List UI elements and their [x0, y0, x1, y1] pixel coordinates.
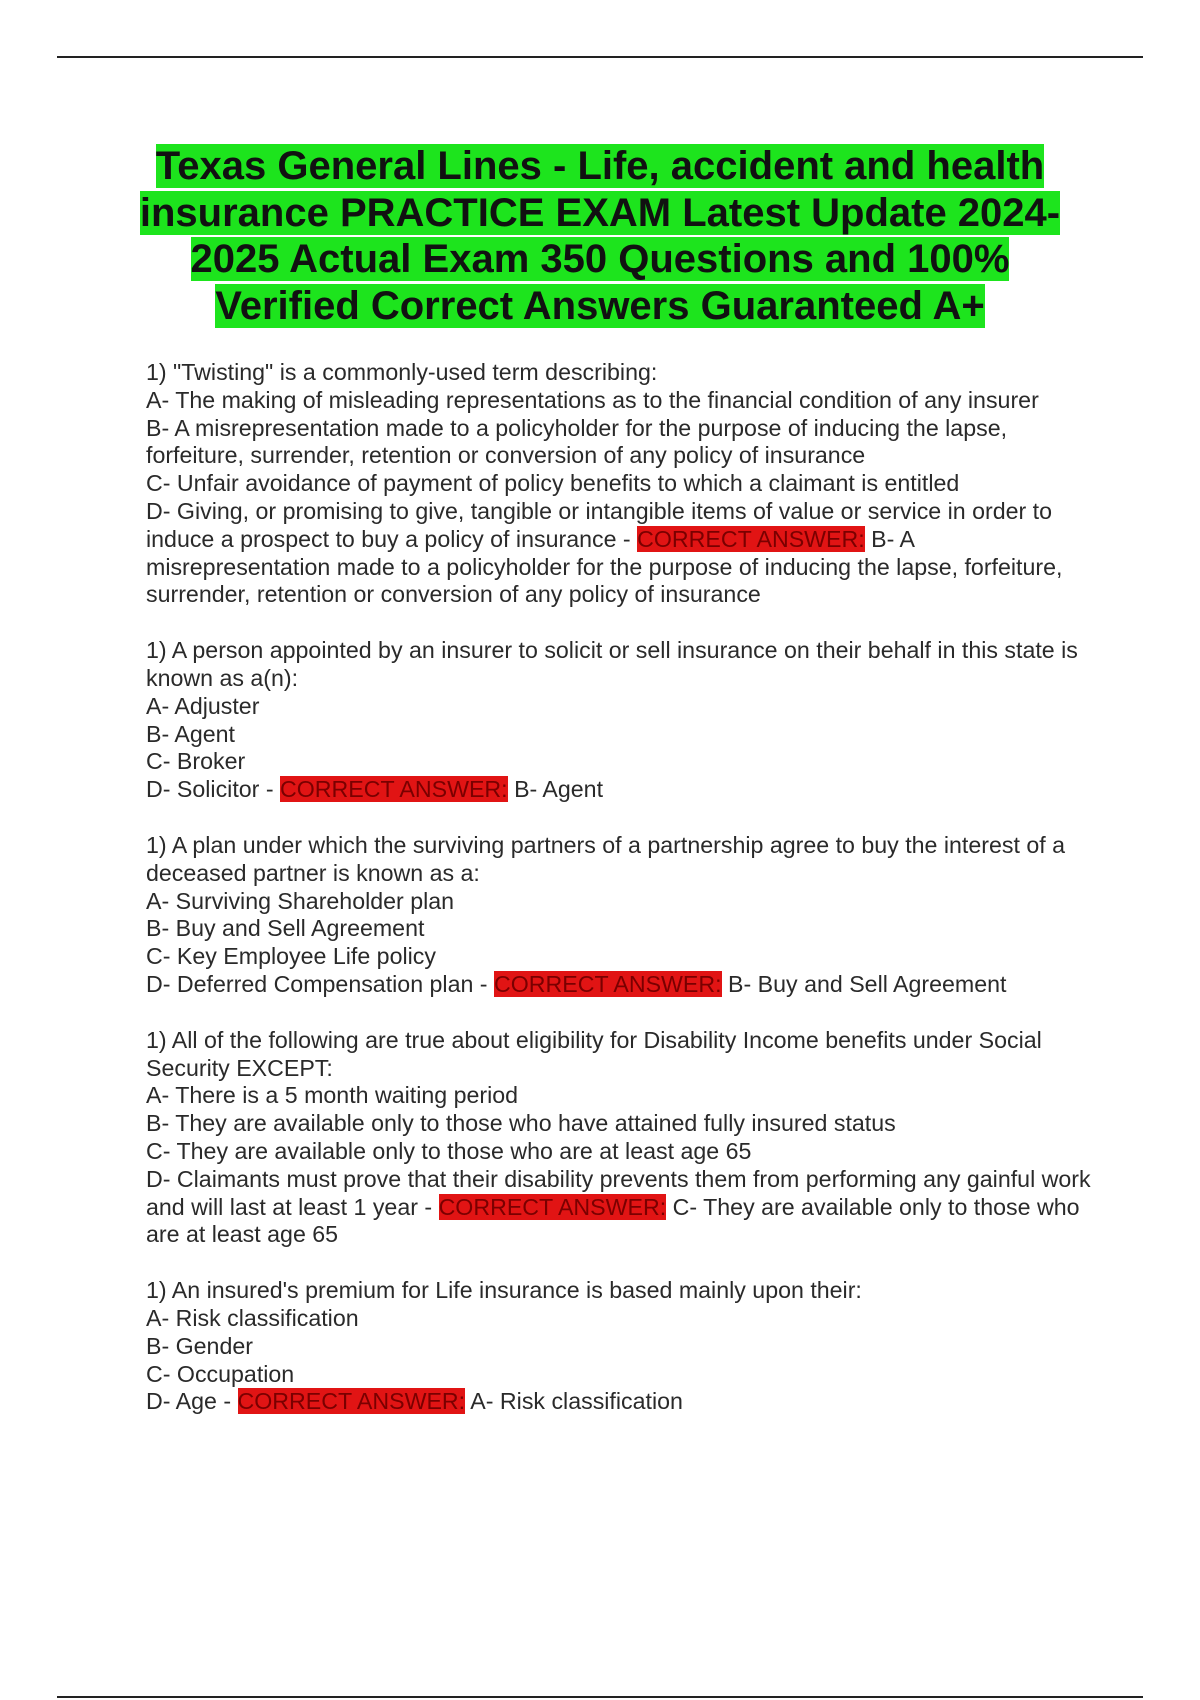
bottom-rule [57, 1696, 1143, 1698]
question-block [146, 1027, 1096, 1249]
answer-option: A- Surviving Shareholder plan [146, 887, 455, 914]
document-title [120, 143, 1080, 329]
final-option-with-answer [146, 498, 1096, 609]
correct-answer-text: B- Buy and Sell Agreement [728, 970, 1007, 997]
title-highlight: Texas General Lines - Life, accident and health insurance PRACTICE EXAM Latest Update 2024-2025 Actual Exam 350 Questions and 100% Verified Correct Answers Guaranteed A+ [139, 144, 1061, 328]
correct-answer-text: C- They are available only to those who are at least age 65 [146, 1193, 1080, 1248]
answer-option: D- Solicitor - [146, 776, 274, 803]
question-block [146, 359, 1096, 609]
answer-option: C- Key Employee Life policy [146, 943, 436, 970]
correct-answer-tag: CORRECT ANSWER: [493, 970, 722, 997]
question-prompt: 1) "Twisting" is a commonly-used term describing: [146, 359, 658, 385]
answer-option: B- Agent [146, 720, 235, 747]
answer-option: A- The making of misleading representations as to the financial condition of any insurer [146, 386, 1039, 413]
question-block [146, 832, 1096, 999]
correct-answer-tag: CORRECT ANSWER: [637, 525, 865, 552]
final-option-with-answer [146, 1388, 1096, 1416]
correct-answer-tag: CORRECT ANSWER: [280, 776, 508, 803]
answer-option: A- There is a 5 month waiting period [146, 1082, 519, 1109]
question-prompt: 1) All of the following are true about eligibility for Disability Income benefits under Social Security EXCEPT: [146, 1026, 1042, 1081]
question-prompt: 1) A plan under which the surviving partners of a partnership agree to buy the interest of a deceased partner is known as a: [146, 831, 1066, 886]
top-rule [57, 56, 1143, 58]
correct-answer-tag: CORRECT ANSWER: [438, 1193, 667, 1220]
answer-option: B- Gender [146, 1332, 253, 1359]
answer-option: C- Unfair avoidance of payment of policy benefits to which a claimant is entitled [146, 470, 960, 497]
correct-answer-tag: CORRECT ANSWER: [237, 1388, 466, 1415]
question-prompt: 1) An insured's premium for Life insurance is based mainly upon their: [146, 1277, 862, 1304]
answer-option: A- Risk classification [146, 1304, 359, 1331]
answer-option: C- Broker [146, 748, 246, 775]
answer-option: C- Occupation [146, 1360, 295, 1387]
question-prompt: 1) A person appointed by an insurer to solicit or sell insurance on their behalf in this state is known as a(n): [146, 637, 1078, 691]
correct-answer-text: B- Agent [514, 776, 604, 803]
final-option-with-answer [146, 1166, 1096, 1249]
final-option-with-answer [146, 971, 1096, 999]
answer-option: D- Age - [146, 1388, 232, 1415]
answer-option: C- They are available only to those who are at least age 65 [146, 1137, 752, 1164]
question-block [146, 637, 1096, 804]
correct-answer-text: B- A misrepresentation made to a policyholder for the purpose of inducing the lapse, forfeiture, surrender, retention or conversion of any policy of insurance [146, 525, 1063, 608]
answer-option: B- A misrepresentation made to a policyholder for the purpose of inducing the lapse, forfeiture, surrender, retention or conversion of any policy of insurance [146, 414, 1008, 469]
answer-option: B- They are available only to those who have attained fully insured status [146, 1110, 896, 1137]
answer-option: B- Buy and Sell Agreement [146, 915, 425, 942]
question-list [146, 359, 1096, 1444]
answer-option: D- Claimants must prove that their disability prevents them from performing any gainful work and will last at least 1 year - [146, 1165, 1091, 1220]
final-option-with-answer [146, 776, 1096, 804]
question-block [146, 1277, 1096, 1416]
correct-answer-text: A- Risk classification [470, 1388, 683, 1415]
answer-option: D- Giving, or promising to give, tangible or intangible items of value or service in order to induce a prospect to buy a policy of insurance - [146, 497, 1053, 552]
answer-option: D- Deferred Compensation plan - [146, 970, 488, 997]
answer-option: A- Adjuster [146, 692, 260, 719]
